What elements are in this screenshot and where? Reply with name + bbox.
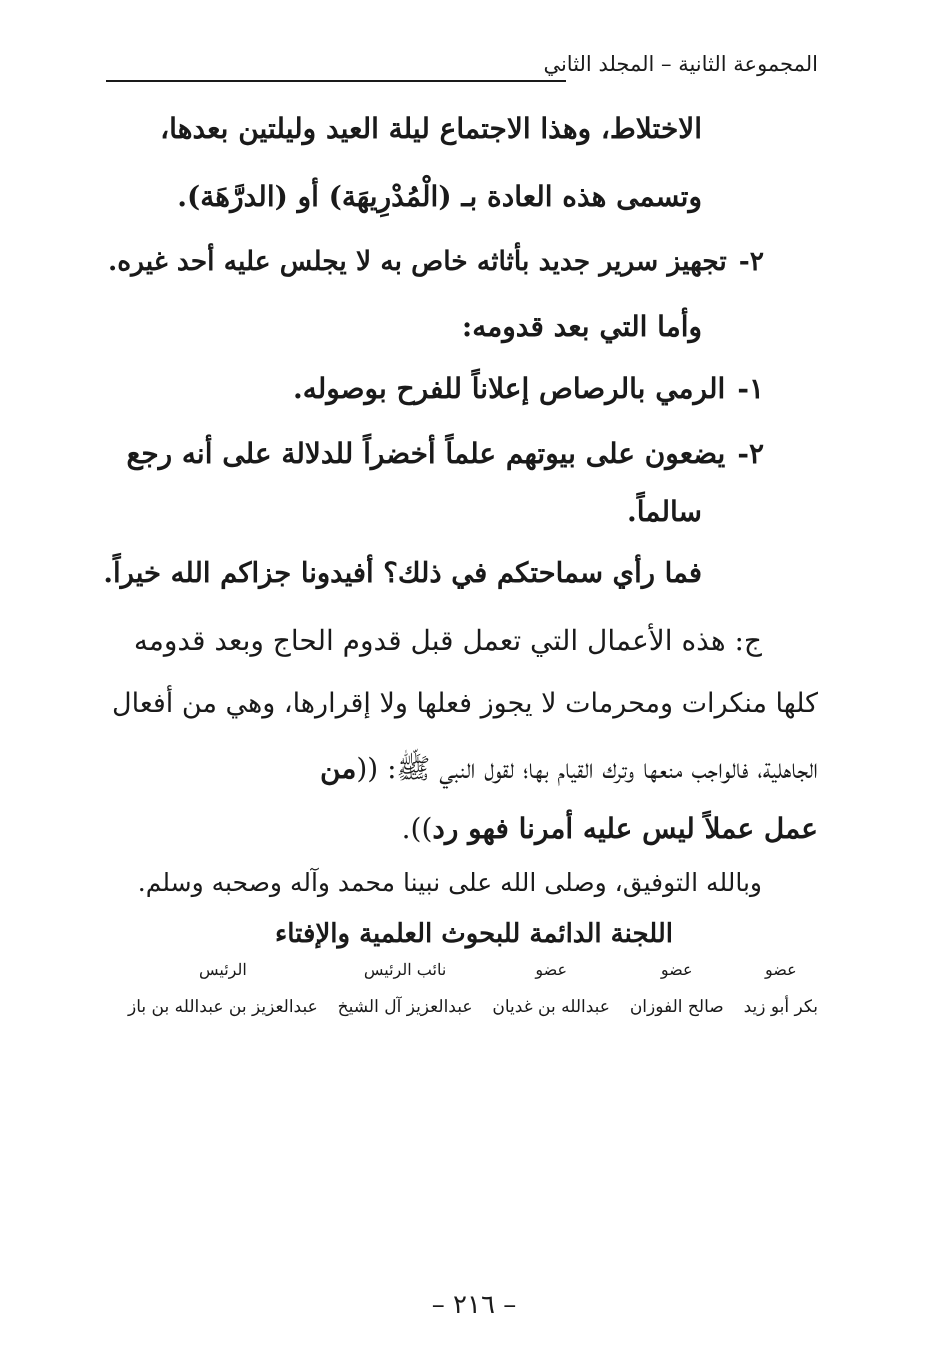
member-name: عبدالعزيز بن عبدالله بن باز [128,997,318,1017]
member-role: عضو [764,960,797,979]
page-number: – ٢١٦ – [431,1290,517,1320]
member-name: عبدالعزيز آل الشيخ [337,997,473,1017]
answer-line: كلها منكرات ومحرمات لا يجوز فعلها ولا إقرارها، وهي من أفعال [112,688,818,719]
member-role: الرئيس [198,960,247,979]
member-role: نائب الرئيس [363,960,447,979]
signature [744,960,818,1017]
question-line: فما رأي سماحتكم في ذلك؟ أفيدونا جزاكم الله خيراً. [103,557,702,589]
signature [492,960,610,1017]
closing-line: وبالله التوفيق، وصلى الله على نبينا محمد وآله وصحبه وسلم. [137,868,762,897]
running-header: المجموعة الثانية – المجلد الثاني [543,52,818,76]
hadith-text: من [320,752,357,785]
list-item [292,372,764,405]
member-role: عضو [535,960,567,979]
body-line: وتسمى هذه العادة بـ (الْمُدْرِيهَة) أو (الدرَّهَة). [177,180,702,213]
signature [128,960,318,1017]
list-item [126,437,764,470]
list-number: ٢- [737,437,764,470]
member-name: صالح الفوزان [629,997,724,1017]
answer-line [401,812,818,845]
list-item [108,246,764,277]
body-line: سالماً. [627,495,702,528]
member-name: بكر أبو زيد [743,997,818,1017]
list-number: ٢- [738,246,764,277]
answer-line: ج: هذه الأعمال التي تعمل قبل قدوم الحاج وبعد قدومه [133,624,762,657]
answer-line [320,752,818,785]
signatures [128,960,818,1017]
committee-title: اللجنة الدائمة للبحوث العلمية والإفتاء [275,919,673,949]
answer-text: )). [401,812,433,845]
member-role: عضو [660,960,693,979]
section-heading: وأما التي بعد قدومه: [461,310,702,343]
body-line: الاختلاط، وهذا الاجتماع ليلة العيد وليلتين بعدها، [160,112,702,145]
list-number: ١- [737,372,764,405]
hadith-text: عمل عملاً ليس عليه أمرنا فهو رد [432,812,818,845]
list-text: الرمي بالرصاص إعلاناً للفرح بوصوله. [292,372,726,405]
answer-text: الجاهلية، فالواجب منعها وترك القيام بها؛ لقول النبي ﷺ: (( [356,752,818,785]
list-text: يضعون على بيوتهم علماً أخضراً للدلالة على أنه رجع [126,437,726,470]
header-rule [106,80,566,82]
member-name: عبدالله بن غديان [492,997,610,1017]
signature [338,960,473,1017]
signature [630,960,724,1017]
list-text: تجهيز سرير جديد بأثاثه خاص به لا يجلس عليه أحد غيره. [108,246,727,277]
